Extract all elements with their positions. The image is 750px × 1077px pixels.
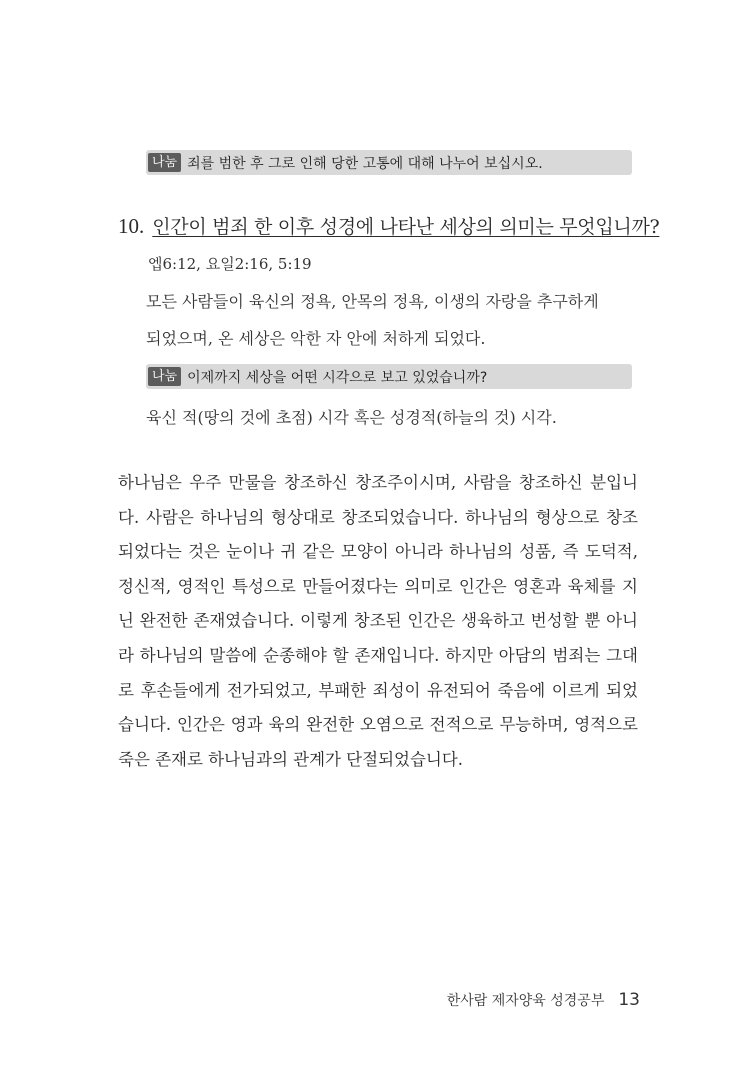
answer-line-2: 되었으며, 온 세상은 악한 자 안에 처하게 되었다.	[146, 329, 486, 348]
question-10	[118, 212, 660, 241]
answer-line-1: 모든 사람들이 육신의 정욕, 안목의 정욕, 이생의 자랑을 추구하게	[146, 292, 599, 311]
body-paragraph: 하나님은 우주 만물을 창조하신 창조주이시며, 사람을 창조하신 분입니다. 사람은 하나님의 형상대로 창조되었습니다. 하나님의 형상으로 창조되었다는 것은 눈이나 귀 같은 모양이 아니라 하나님의 성품, 즉 도덕적, 정신적, 영적인 특성으로 만들어졌다는 의미로 인간은 영혼과 육체를 지닌 완전한 존재였습니다. 이렇게 창조된 인간은 생육하고 번성할 뿐 아니라 하나님의 말씀에 순종해야 할 존재입니다. 하지만 아담의 범죄는 그대로 후손들에게 전가되었고, 부패한 죄성이 유전되어 죽음에 이르게 되었습니다. 인간은 영과 육의 완전한 오염으로 전적으로 무능하며, 영적으로 죽은 존재로 하나님과의 관계가 단절되었습니다.	[118, 473, 638, 769]
question-number: 10.	[118, 214, 145, 238]
share-prompt-2	[146, 364, 632, 389]
question-text: 인간이 범죄 한 이후 성경에 나타난 세상의 의미는 무엇입니까?	[152, 216, 660, 238]
share-prompt-text: 죄를 범한 후 그로 인해 당한 고통에 대해 나누어 보십시오.	[187, 155, 543, 172]
share-prompt-1	[146, 150, 632, 175]
share-badge: 나눔	[148, 153, 181, 172]
page-number: 13	[618, 990, 640, 1010]
share-answer: 육신 적(땅의 것에 초점) 시각 혹은 성경적(하늘의 것) 시각.	[146, 408, 557, 427]
scripture-reference: 엡6:12, 요일2:16, 5:19	[148, 255, 312, 273]
book-title: 한사람 제자양육 성경공부	[446, 993, 605, 1009]
share-prompt-text: 이제까지 세상을 어떤 시각으로 보고 있었습니까?	[187, 369, 488, 386]
page-footer	[300, 990, 640, 1010]
share-badge: 나눔	[148, 367, 181, 386]
